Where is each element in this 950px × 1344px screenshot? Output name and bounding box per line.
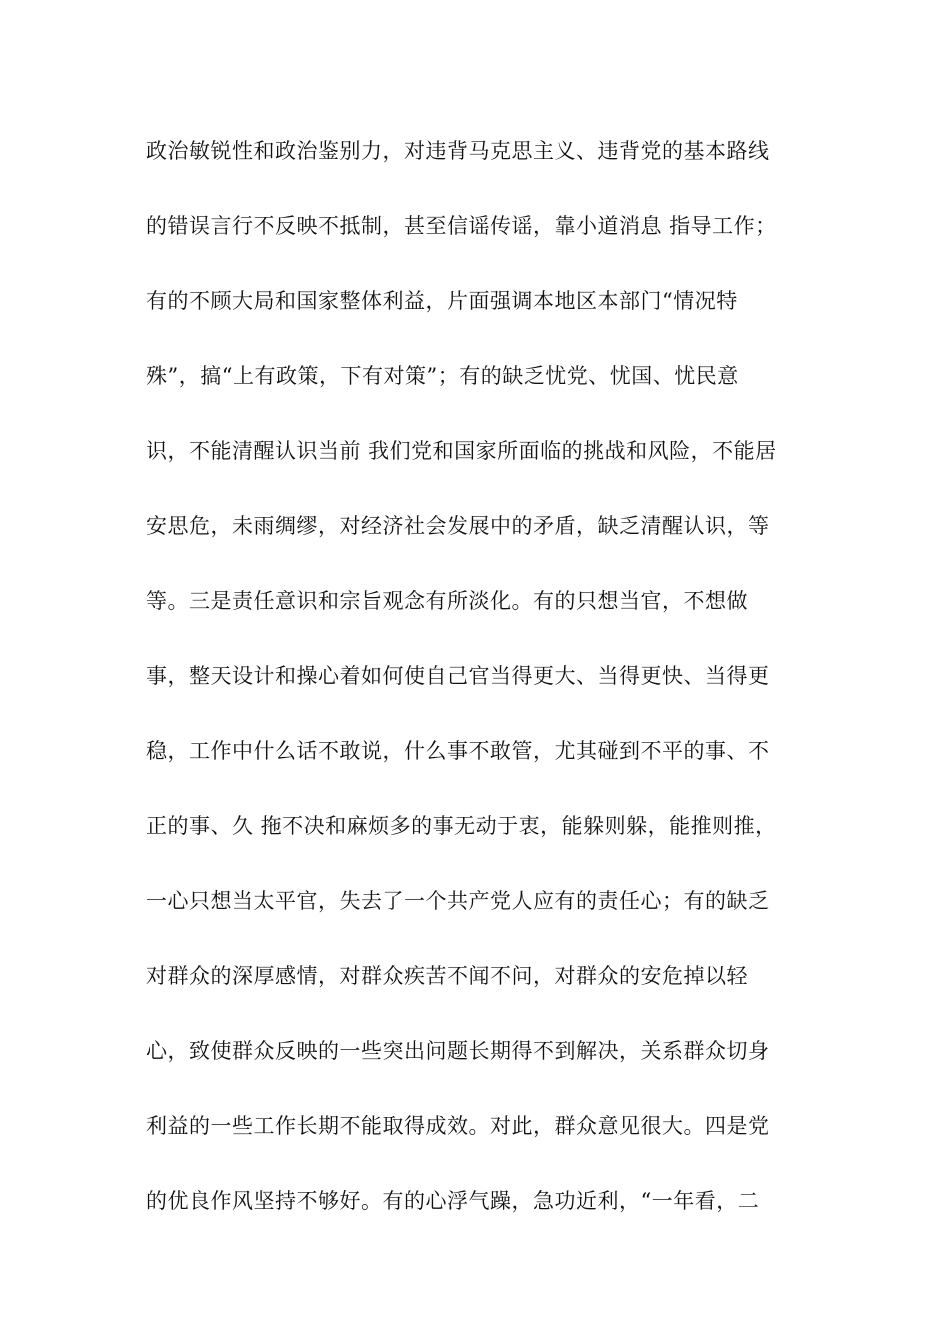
text-line: 稳，工作中什么话不敢说，什么事不敢管，尤其碰到不平的事、不 (146, 739, 770, 763)
text-line: 政治敏锐性和政治鉴别力，对违背马克思主义、违背党的基本路线 (146, 139, 770, 163)
text-line: 利益的一些工作长期不能取得成效。对此，群众意见很大。四是党 (146, 1114, 770, 1138)
text-line: 等。三是责任意识和宗旨观念有所淡化。有的只想当官，不想做 (146, 589, 748, 613)
text-line: 有的不顾大局和国家整体利益，片面强调本地区本部门“情况特 (146, 289, 738, 313)
body-text (146, 131, 816, 1256)
text-line: 事，整天设计和操心着如何使自己官当得更大、当得更快、当得更 (146, 664, 770, 688)
text-line: 识，不能清醒认识当前 我们党和国家所面临的挑战和风险，不能居 (146, 439, 777, 463)
text-line: 对群众的深厚感情，对群众疾苦不闻不问，对群众的安危掉以轻 (146, 964, 748, 988)
text-line: 安思危，未雨绸缪，对经济社会发展中的矛盾，缺乏清醒认识，等 (146, 514, 770, 538)
text-line: 的错误言行不反映不抵制，甚至信谣传谣，靠小道消息 指导工作； (146, 214, 777, 238)
text-line: 殊”，搞“上有政策，下有对策”；有的缺乏忧党、忧国、忧民意 (146, 364, 739, 388)
text-line: 心，致使群众反映的一些突出问题长期得不到解决，关系群众切身 (146, 1039, 770, 1063)
text-line: 的优良作风坚持不够好。有的心浮气躁，急功近利，“一年看，二 (146, 1189, 760, 1213)
text-line: 一心只想当太平官，失去了一个共产党人应有的责任心；有的缺乏 (146, 889, 770, 913)
text-line: 正的事、久 拖不决和麻烦多的事无动于衷，能躲则躲，能推则推， (146, 814, 777, 838)
